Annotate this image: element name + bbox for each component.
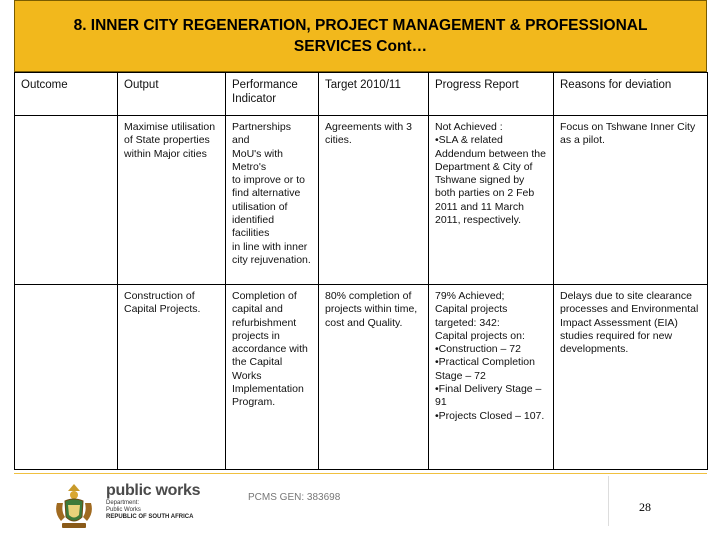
cell-target: 80% completion of projects within time, cost and Quality. — [319, 285, 429, 470]
header-output: Output — [118, 73, 226, 116]
page-number: 28 — [639, 500, 651, 514]
footer-divider — [14, 473, 707, 474]
cell-outcome — [15, 116, 118, 285]
cell-output: Maximise utilisation of State properties within Major cities — [118, 116, 226, 285]
cell-target: Agreements with 3 cities. — [319, 116, 429, 285]
title-line-2: SERVICES Cont… — [293, 38, 428, 55]
indicator-line: identified — [232, 214, 275, 227]
coat-of-arms-icon — [52, 481, 96, 531]
header-reasons-for-deviation: Reasons for deviation — [554, 73, 708, 116]
indicator-line: and — [232, 134, 250, 147]
header-target: Target 2010/11 — [319, 73, 429, 116]
cell-output: Construction of Capital Projects. — [118, 285, 226, 470]
indicator-line: Completion of capital and refurbishment projects in accordance with the Capital Works Implementation Program. — [232, 290, 308, 409]
progress-line: 79% Achieved; — [435, 290, 505, 302]
title-banner — [14, 0, 707, 72]
progress-line: Capital projects on: — [435, 329, 525, 342]
progress-line: Not Achieved : — [435, 121, 503, 133]
header-progress-report: Progress Report — [429, 73, 554, 116]
progress-line: •SLA & related Addendum between the Department & City of Tshwane signed by both parties on 2 Feb 2011 and 11 March 2011, respectively. — [435, 134, 546, 227]
table-row — [15, 285, 708, 470]
progress-line: •Projects Closed – 107. — [435, 409, 545, 422]
cell-reasons: Delays due to site clearance processes and Environmental Impact Assessment (EIA) studies required for new developments. — [554, 285, 708, 470]
indicator-line: utilisation of — [232, 200, 288, 213]
performance-table — [14, 72, 708, 470]
page-title — [60, 15, 662, 57]
logo-subtitle-1: Department: — [106, 500, 140, 506]
progress-line: •Practical Completion Stage – 72 — [435, 356, 535, 382]
cell-indicator — [226, 116, 319, 285]
header-outcome: Outcome — [15, 73, 118, 116]
title-line-1: 8. INNER CITY REGENERATION, PROJECT MANAGEMENT & PROFESSIONAL — [73, 17, 648, 34]
progress-line: •Final Delivery Stage – 91 — [435, 383, 542, 409]
cell-indicator — [226, 285, 319, 470]
indicator-line: Partnerships — [232, 121, 291, 133]
cell-progress — [429, 116, 554, 285]
indicator-line: facilities — [232, 227, 270, 240]
table-row — [15, 116, 708, 285]
indicator-line: MoU's with — [232, 147, 284, 160]
indicator-line: in line with inner — [232, 240, 308, 253]
logo-subtitle-2: Public Works — [106, 507, 141, 513]
table-header-row — [15, 73, 708, 116]
logo-country: REPUBLIC OF SOUTH AFRICA — [106, 514, 194, 520]
progress-line: •Construction – 72 — [435, 343, 521, 356]
indicator-line: Metro's — [232, 160, 267, 173]
progress-line: Capital projects targeted: 342: — [435, 303, 508, 329]
indicator-line: city rejuvenation. — [232, 253, 311, 266]
header-performance-indicator: Performance Indicator — [226, 73, 319, 116]
cell-reasons: Focus on Tshwane Inner City as a pilot. — [554, 116, 708, 285]
logo-title: public works — [106, 482, 201, 499]
cell-outcome — [15, 285, 118, 470]
document-reference: PCMS GEN: 383698 — [248, 492, 341, 503]
public-works-logo — [106, 482, 206, 521]
cell-progress — [429, 285, 554, 470]
indicator-line: find alternative — [232, 187, 301, 200]
indicator-line: to improve or to — [232, 174, 305, 187]
